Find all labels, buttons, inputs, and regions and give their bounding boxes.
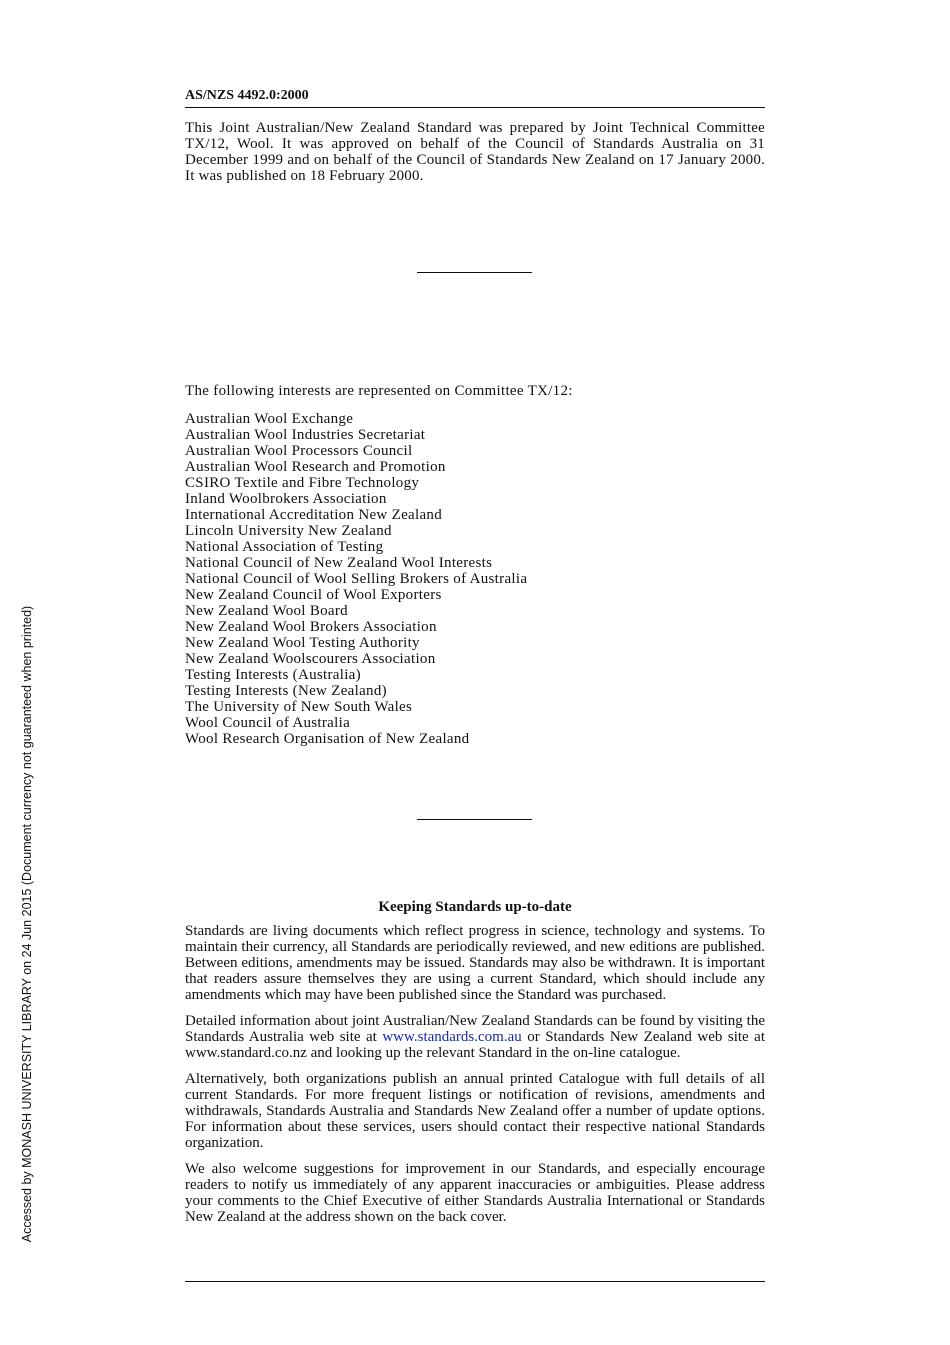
committee-member: New Zealand Wool Testing Authority — [185, 635, 420, 651]
committee-member: International Accreditation New Zealand — [185, 507, 443, 523]
paragraph-catalogue: Alternatively, both organizations publish an annual printed Catalogue with full details of all current Standards. For more frequent listings or notification of revisions, amendments and withdrawals, Standards Australia and Standards New Zealand offer a number of update options. For information about these services, users should contact their respective national Standards organization. — [185, 1071, 765, 1151]
standards-australia-link[interactable]: www.standards.com.au — [382, 1029, 522, 1045]
committee-member: Testing Interests (New Zealand) — [185, 683, 387, 699]
committee-member: Inland Woolbrokers Association — [185, 491, 387, 507]
web-info-text-before: Detailed information about joint Australian/New Zealand Standards can be found by visiting the Standards Australia web site at — [185, 1013, 765, 1045]
paragraph-currency: Standards are living documents which reflect progress in science, technology and systems. To maintain their currency, all Standards are periodically reviewed, and new editions are published. Between editions, amendments may be issued. Standards may also be withdrawn. It is important that readers assure themselves they are using a current Standard, which should include any amendments which may have been published since the Standard was purchased. — [185, 923, 765, 1003]
committee-member-list — [185, 411, 527, 747]
access-watermark: Accessed by MONASH UNIVERSITY LIBRARY on 24 Jun 2015 (Document currency not guaranteed when printed) — [20, 605, 34, 1243]
committee-member: National Association of Testing — [185, 539, 384, 555]
committee-member: National Council of Wool Selling Brokers of Australia — [185, 571, 528, 587]
keeping-up-to-date-title: Keeping Standards up-to-date — [378, 899, 572, 915]
committee-member: Australian Wool Industries Secretariat — [185, 427, 426, 443]
committee-member: Australian Wool Processors Council — [185, 443, 413, 459]
footer-rule — [185, 1281, 765, 1282]
section-divider-2 — [417, 819, 532, 820]
header-rule — [185, 107, 765, 108]
committee-member: Wool Council of Australia — [185, 715, 351, 731]
preparation-statement: This Joint Australian/New Zealand Standard was prepared by Joint Technical Committee TX/12, Wool. It was approved on behalf of the Council of Standards Australia on 31 December 1999 and on behalf of the Council of Standards New Zealand on 17 January 2000. It was published on 18 February 2000. — [185, 120, 765, 184]
paragraph-web-info — [185, 1013, 765, 1061]
committee-intro: The following interests are represented on Committee TX/12: — [185, 383, 573, 399]
committee-member: Australian Wool Exchange — [185, 411, 354, 427]
section-divider-1 — [417, 272, 532, 273]
committee-member: National Council of New Zealand Wool Interests — [185, 555, 493, 571]
committee-member: New Zealand Council of Wool Exporters — [185, 587, 442, 603]
committee-member: CSIRO Textile and Fibre Technology — [185, 475, 420, 491]
web-info-text-after: or Standards New Zealand web site at www.standard.co.nz and looking up the relevant Standard in the on-line catalogue. — [185, 1029, 765, 1061]
paragraph-suggestions: We also welcome suggestions for improvement in our Standards, and especially encourage readers to notify us immediately of any apparent inaccuracies or ambiguities. Please address your comments to the Chief Executive of either Standards Australia International or Standards New Zealand at the address shown on the back cover. — [185, 1161, 765, 1225]
standard-identifier: AS/NZS 4492.0:2000 — [185, 88, 309, 103]
committee-member: Lincoln University New Zealand — [185, 523, 392, 539]
committee-member: Wool Research Organisation of New Zealand — [185, 731, 470, 747]
committee-member: New Zealand Wool Board — [185, 603, 348, 619]
keeping-up-to-date-body — [185, 923, 765, 1235]
committee-member: The University of New South Wales — [185, 699, 413, 715]
committee-member: New Zealand Wool Brokers Association — [185, 619, 437, 635]
committee-member: New Zealand Woolscourers Association — [185, 651, 436, 667]
committee-member: Australian Wool Research and Promotion — [185, 459, 446, 475]
committee-member: Testing Interests (Australia) — [185, 667, 361, 683]
